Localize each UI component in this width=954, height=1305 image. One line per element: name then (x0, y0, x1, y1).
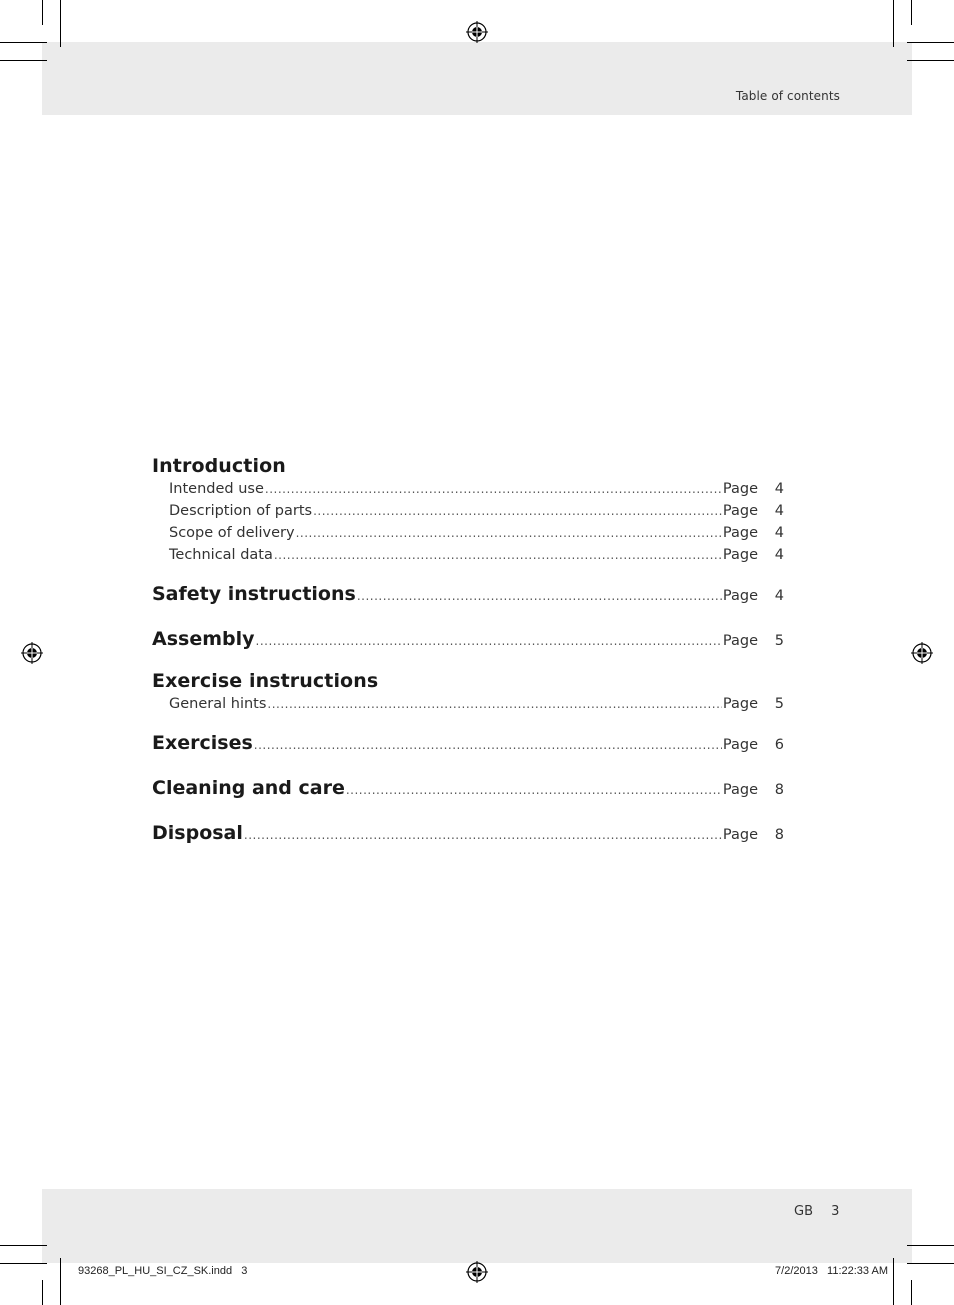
page-word: Page (722, 525, 758, 541)
toc-section-assembly (152, 624, 784, 656)
crop-mark (907, 1263, 954, 1264)
page-word: Page (722, 503, 758, 519)
entry-label: Technical data (169, 547, 273, 563)
crop-mark (911, 1280, 912, 1305)
toc-section-safety (152, 579, 784, 611)
page-number: 4 (774, 503, 784, 519)
page-number: 4 (774, 547, 784, 563)
entry-label: Intended use (169, 481, 264, 497)
toc-section-introduction (152, 454, 784, 566)
crop-mark (0, 1245, 47, 1246)
slug-datetime: 7/2/2013 11:22:33 AM (775, 1265, 888, 1277)
crop-mark (60, 0, 61, 47)
entry-label: General hints (169, 696, 267, 712)
toc-entry[interactable] (152, 478, 784, 500)
section-title: Disposal (152, 822, 243, 844)
toc-section-disposal (152, 818, 784, 850)
table-of-contents (152, 454, 784, 863)
slug-filename: 93268_PL_HU_SI_CZ_SK.indd 3 (78, 1265, 248, 1277)
entry-label: Description of parts (169, 503, 313, 519)
page-word: Page (722, 827, 758, 843)
section-title: Assembly (152, 628, 255, 650)
dot-leader (346, 775, 722, 805)
running-header: Table of contents (735, 89, 840, 103)
section-title: Exercises (152, 732, 253, 754)
crop-mark (893, 0, 894, 47)
crop-mark (0, 42, 47, 43)
page-number: 8 (774, 827, 784, 843)
page-number: 4 (774, 481, 784, 497)
page-number: 4 (774, 525, 784, 541)
page-number: 4 (774, 588, 784, 604)
toc-entry[interactable] (152, 544, 784, 566)
page-word: Page (722, 481, 758, 497)
dot-leader (357, 581, 722, 611)
crop-mark (911, 0, 912, 25)
dot-leader (244, 820, 722, 850)
page-number: 5 (774, 633, 784, 649)
crop-mark (907, 42, 954, 43)
registration-mark-icon (21, 642, 43, 664)
page-word: Page (722, 782, 758, 798)
crop-mark (0, 1263, 47, 1264)
dot-leader (265, 478, 722, 500)
page-number: 8 (774, 782, 784, 798)
dot-leader (296, 522, 722, 544)
section-title: Cleaning and care (152, 777, 345, 799)
registration-mark-icon (911, 642, 933, 664)
crop-mark (42, 0, 43, 25)
crop-mark (893, 1258, 894, 1305)
crop-mark (907, 1245, 954, 1246)
toc-section-exercises (152, 728, 784, 760)
toc-entry[interactable] (152, 579, 784, 611)
dot-leader (256, 626, 722, 656)
crop-mark (0, 60, 47, 61)
toc-section-cleaning (152, 773, 784, 805)
registration-mark-icon (466, 1261, 488, 1283)
section-title: Safety instructions (152, 583, 356, 605)
header-band (42, 42, 912, 115)
page-word: Page (722, 633, 758, 649)
page-word: Page (722, 696, 758, 712)
dot-leader (267, 693, 721, 715)
registration-mark-icon (466, 21, 488, 43)
page-number: 6 (774, 737, 784, 753)
toc-entry[interactable] (152, 522, 784, 544)
dot-leader (313, 500, 722, 522)
toc-entry[interactable] (152, 818, 784, 850)
crop-mark (60, 1258, 61, 1305)
dot-leader (254, 730, 722, 760)
toc-entry[interactable] (152, 728, 784, 760)
toc-entry[interactable] (152, 773, 784, 805)
toc-entry[interactable] (152, 500, 784, 522)
section-title: Exercise instructions (152, 670, 379, 692)
section-title: Introduction (152, 455, 286, 477)
page-footer (794, 1204, 839, 1219)
language-code: GB (794, 1204, 813, 1219)
page-word: Page (722, 547, 758, 563)
page-number: 5 (774, 696, 784, 712)
crop-mark (42, 1280, 43, 1305)
dot-leader (274, 544, 722, 566)
entry-label: Scope of delivery (169, 525, 295, 541)
page-number-footer: 3 (831, 1204, 840, 1219)
page-word: Page (722, 588, 758, 604)
toc-section-exercise-instructions (152, 669, 784, 715)
page-word: Page (722, 737, 758, 753)
toc-entry[interactable] (152, 693, 784, 715)
toc-entry[interactable] (152, 624, 784, 656)
footer-band (42, 1189, 912, 1263)
crop-mark (907, 60, 954, 61)
